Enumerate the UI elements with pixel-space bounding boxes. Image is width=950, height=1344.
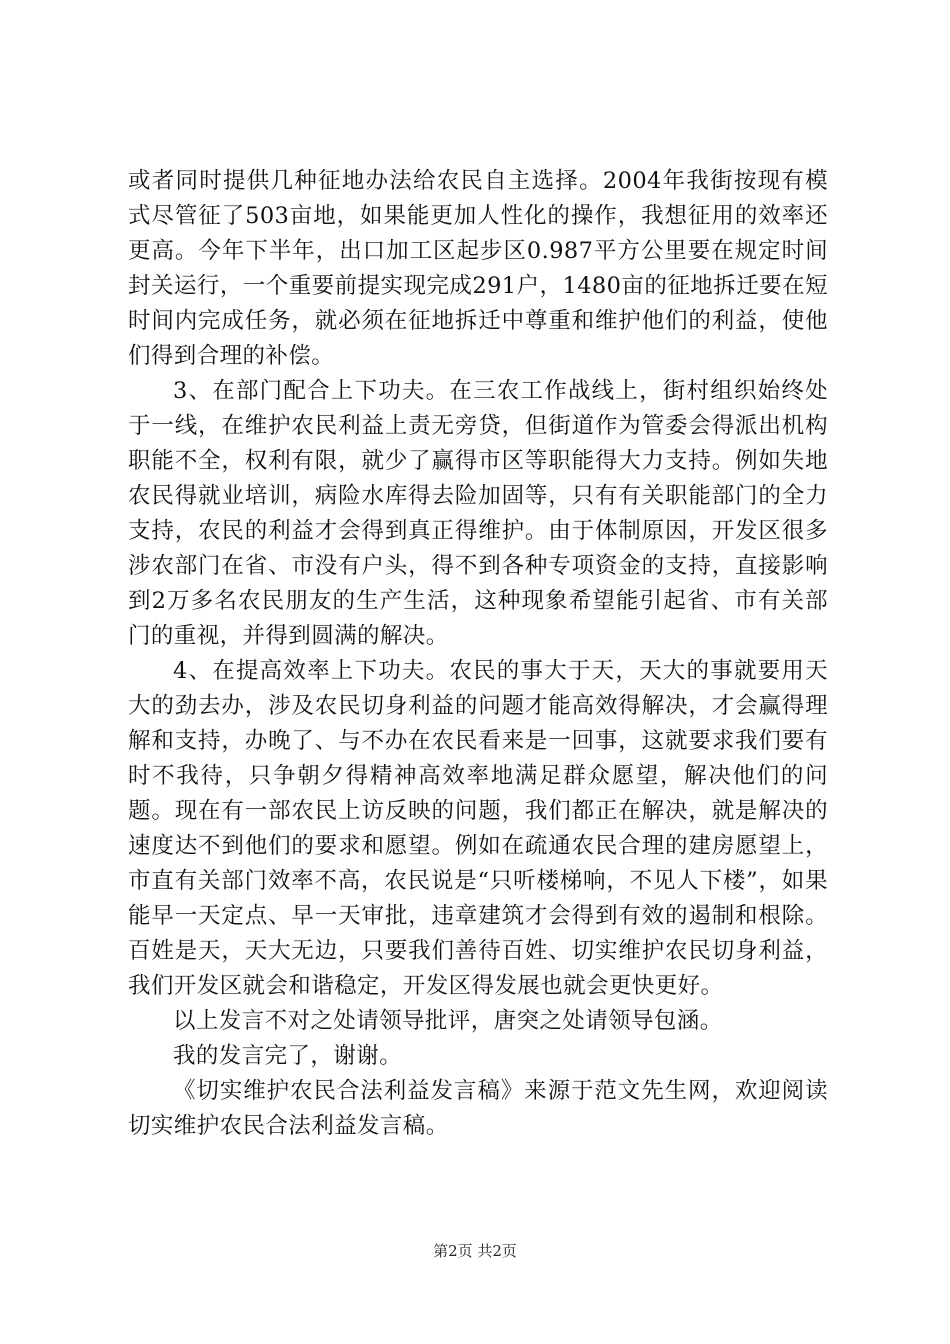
document-body xyxy=(128,164,828,1144)
paragraph-source-note: 《切实维护农民合法利益发言稿》来源于范文先生网，欢迎阅读切实维护农民合法利益发言稿。 xyxy=(128,1078,828,1139)
paragraph-continuation: 或者同时提供几种征地办法给农民自主选择。2004年我街按现有模式尽管征了503亩地，如果能更加人性化的操作，我想征用的效率还更高。今年下半年，出口加工区起步区0.987平方公里要在规定时间封关运行，一个重要前提实现完成291户，1480亩的征地拆迁要在短时间内完成任务，就必须在征地拆迁中尊重和维护他们的利益，使他们得到合理的补偿。 xyxy=(128,168,828,369)
paragraph-closing-apology: 以上发言不对之处请领导批评，唐突之处请领导包涵。 xyxy=(173,1008,723,1034)
paragraph-efficiency: 4、在提高效率上下功夫。农民的事大于天，天大的事就要用天大的劲去办，涉及农民切身利益的问题才能高效得解决，才会赢得理解和支持，办晚了、与不办在农民看来是一回事，这就要求我们要有时不我待，只争朝夕得精神高效率地满足群众愿望，解决他们的问题。现在有一部农民上访反映的问题，我们都正在解决，就是解决的速度达不到他们的要求和愿望。例如在疏通农民合理的建房愿望上，市直有关部门效率不高，农民说是“只听楼梯响，不见人下楼”，如果能早一天定点、早一天审批，违章建筑才会得到有效的遏制和根除。百姓是天，天大无边，只要我们善待百姓、切实维护农民切身利益，我们开发区就会和谐稳定，开发区得发展也就会更快更好。 xyxy=(128,658,828,999)
page-footer: 第2页 共2页 xyxy=(433,1242,517,1260)
paragraph-department-coordination: 3、在部门配合上下功夫。在三农工作战线上，街村组织始终处于一线，在维护农民利益上责无旁贷，但街道作为管委会得派出机构职能不全，权利有限，就少了赢得市区等职能得大力支持。例如失地农民得就业培训，病险水库得去险加固等，只有有关职能部门的全力支持，农民的利益才会得到真正得维护。由于体制原因，开发区很多涉农部门在省、市没有户头，得不到各种专项资金的支持，直接影响到2万多名农民朋友的生产生活，这种现象希望能引起省、市有关部门的重视，并得到圆满的解决。 xyxy=(128,378,828,649)
paragraph-closing-thanks: 我的发言完了，谢谢。 xyxy=(173,1043,403,1069)
